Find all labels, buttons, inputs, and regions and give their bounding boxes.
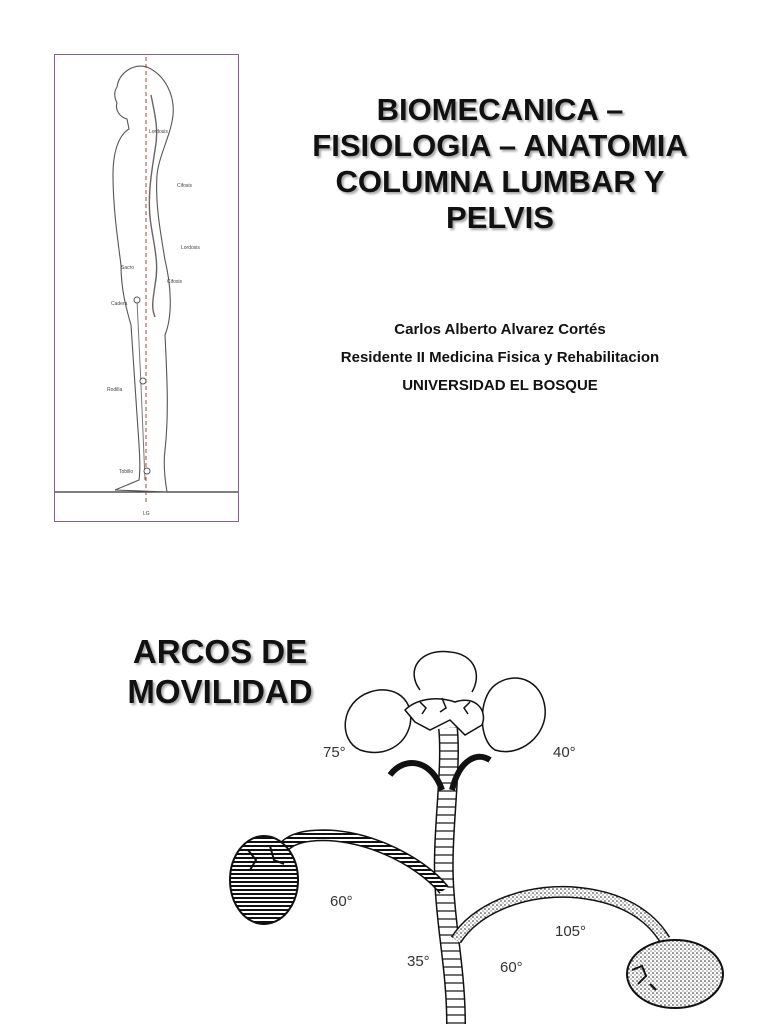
posture-illustration [55,55,238,521]
label-tobillo: Tobillo [119,469,134,475]
trunk-left-hatch [280,835,444,890]
head-left [345,690,411,752]
author-name: Carlos Alberto Alvarez Cortés [394,321,606,338]
head-center [414,652,476,692]
label-lordosis: Lordosis [181,245,200,251]
neck-left-branch [390,763,442,790]
head-right [482,678,545,752]
leg-line [137,300,145,480]
label-cifosis: Cifosis [177,183,193,189]
slide-arcos [0,560,768,1024]
title-line-2: FISIOLOGIA – ANATOMIA [312,128,688,163]
posture-figure [54,54,239,522]
range-of-motion-figure [220,640,760,1024]
knee-joint [140,378,146,384]
hip-joint [134,297,140,303]
title-line-4: PELVIS [446,200,554,235]
angle-35: 35° [407,953,430,970]
label-sacro: Sacro [121,265,135,271]
ankle-joint [144,468,150,474]
label-cifosis-low: Cifosis [167,279,183,285]
angle-40: 40° [553,744,576,761]
title-line-1: BIOMECANICA – [376,92,624,127]
title-line-3: COLUMNA LUMBAR Y [335,164,665,199]
slide1-title [270,92,730,236]
spine-vertebrae [444,728,456,1024]
angle-105: 105° [555,923,587,940]
torso-right [627,940,723,1008]
label-lg: LG [143,511,150,517]
angle-75: 75° [323,744,346,761]
arcos-line-2: MOVILIDAD [127,673,313,710]
angle-60-left: 60° [330,893,353,910]
label-cadera: Cadera [111,301,128,307]
angle-60-right: 60° [500,959,523,976]
arcos-line-1: ARCOS DE [132,633,308,670]
torso-left [230,836,298,924]
institution-name: UNIVERSIDAD EL BOSQUE [402,377,598,394]
label-lordosis-top: Lordosis [149,129,168,135]
author-role: Residente II Medicina Fisica y Rehabilitacion [340,349,660,366]
label-rodilla: Rodilla [107,387,123,393]
